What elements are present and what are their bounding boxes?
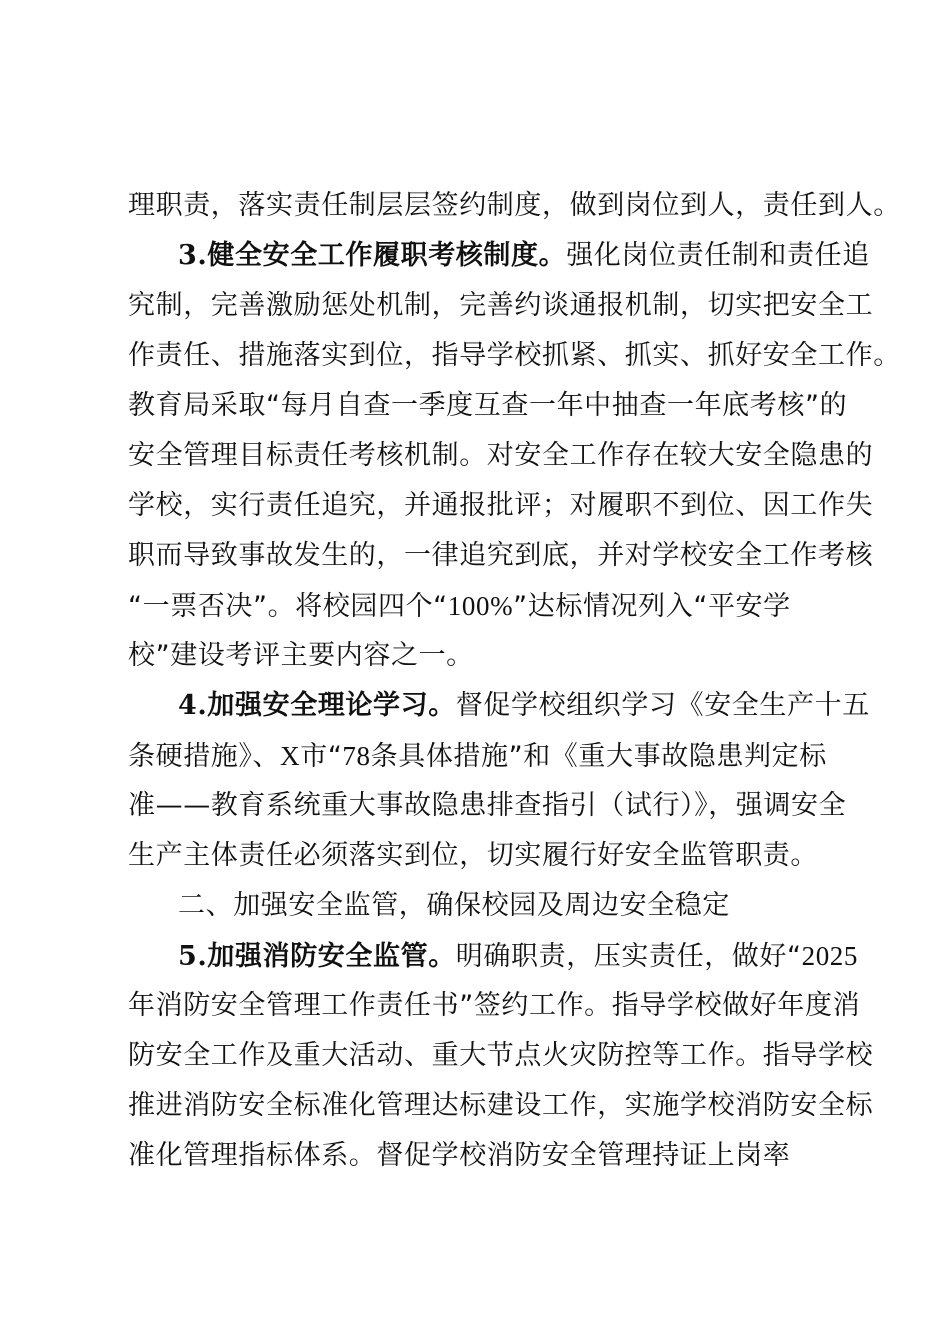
text-run: 职而导致事故发生的，一律追究到底，并对学校安全工作考核 <box>128 540 874 571</box>
paragraph-line <box>128 780 847 832</box>
text-run: 准化管理指标体系。督促学校消防安全管理持证上岗率 <box>128 1140 791 1171</box>
text-run: “一票否决”。将校园四个“ <box>128 591 448 622</box>
text-run: 校”建设考评主要内容之一。 <box>128 640 474 671</box>
text-run: 作责任、措施落实到位，指导学校抓紧、抓实、抓好安全工作。 <box>128 340 901 371</box>
section-heading <box>178 880 838 932</box>
text-run: ”达标情况列入“平安学 <box>513 591 791 622</box>
text-run: 推进消防安全标准化管理达标建设工作，实施学校消防安全标 <box>128 1090 874 1121</box>
paragraph-heading-line <box>178 680 870 732</box>
section-heading-text: 二、加强安全监管，确保校园及周边安全稳定 <box>178 890 730 921</box>
text-run: 理职责，落实责任制层层签约制度，做到岗位到人，责任到人。 <box>128 190 901 221</box>
text-run: 教育局采取“每月自查一季度互查一年中抽查一年底考核”的 <box>128 390 848 421</box>
paragraph-line <box>128 330 901 382</box>
paragraph-line <box>128 580 838 632</box>
item-heading: 加强安全理论学习。 <box>207 690 456 721</box>
paragraph-line <box>128 480 874 532</box>
paragraph-line <box>128 430 874 482</box>
item-number: 5. <box>178 941 208 972</box>
paragraph-line <box>128 380 848 432</box>
text-run: 条硬措施》、 <box>128 741 281 772</box>
text-run: 学校，实行责任追究，并通报批评；对履职不到位、因工作失 <box>128 490 874 521</box>
item-heading: 加强消防安全监管。 <box>207 941 456 972</box>
paragraph-line <box>128 530 874 582</box>
text-run: 督促学校组织学习《安全生产十五 <box>455 690 870 721</box>
paragraph-line <box>128 1030 874 1082</box>
paragraph-line <box>128 280 874 332</box>
paragraph-line <box>128 830 838 882</box>
text-run: 100% <box>447 591 514 621</box>
text-run: 明确职责，压实责任，做好“ <box>455 941 802 972</box>
item-heading: 健全安全工作履职考核制度。 <box>207 240 567 271</box>
paragraph-line <box>128 1080 874 1132</box>
text-run: 市“ <box>300 741 343 772</box>
paragraph-line <box>128 630 838 682</box>
text-run: 78 <box>342 741 371 771</box>
paragraph-line <box>128 730 838 782</box>
paragraph-line <box>128 1130 838 1182</box>
text-run: 条具体措施”和《重大事故隐患判定标 <box>370 741 827 772</box>
paragraph-line <box>128 980 861 1032</box>
text-run: X <box>280 741 301 771</box>
text-run: 安全管理目标责任考核机制。对安全工作存在较大安全隐患的 <box>128 440 874 471</box>
text-run: 强化岗位责任制和责任追 <box>566 240 870 271</box>
item-number: 4. <box>178 690 208 721</box>
text-run: 年消防安全管理工作责任书”签约工作。指导学校做好年度消 <box>128 990 861 1021</box>
text-run: 准——教育系统重大事故隐患排查指引（试行）》，强调安全 <box>128 790 847 821</box>
paragraph-heading-line <box>178 230 870 282</box>
text-run: 生产主体责任必须落实到位，切实履行好安全监管职责。 <box>128 840 818 871</box>
item-number: 3. <box>178 240 208 271</box>
text-run: 防安全工作及重大活动、重大节点火灾防控等工作。指导学校 <box>128 1040 874 1071</box>
paragraph-line <box>128 180 901 232</box>
text-run: 究制，完善激励惩处机制，完善约谈通报机制，切实把安全工 <box>128 290 874 321</box>
text-run: 2025 <box>801 941 858 971</box>
paragraph-heading-line <box>178 930 858 982</box>
